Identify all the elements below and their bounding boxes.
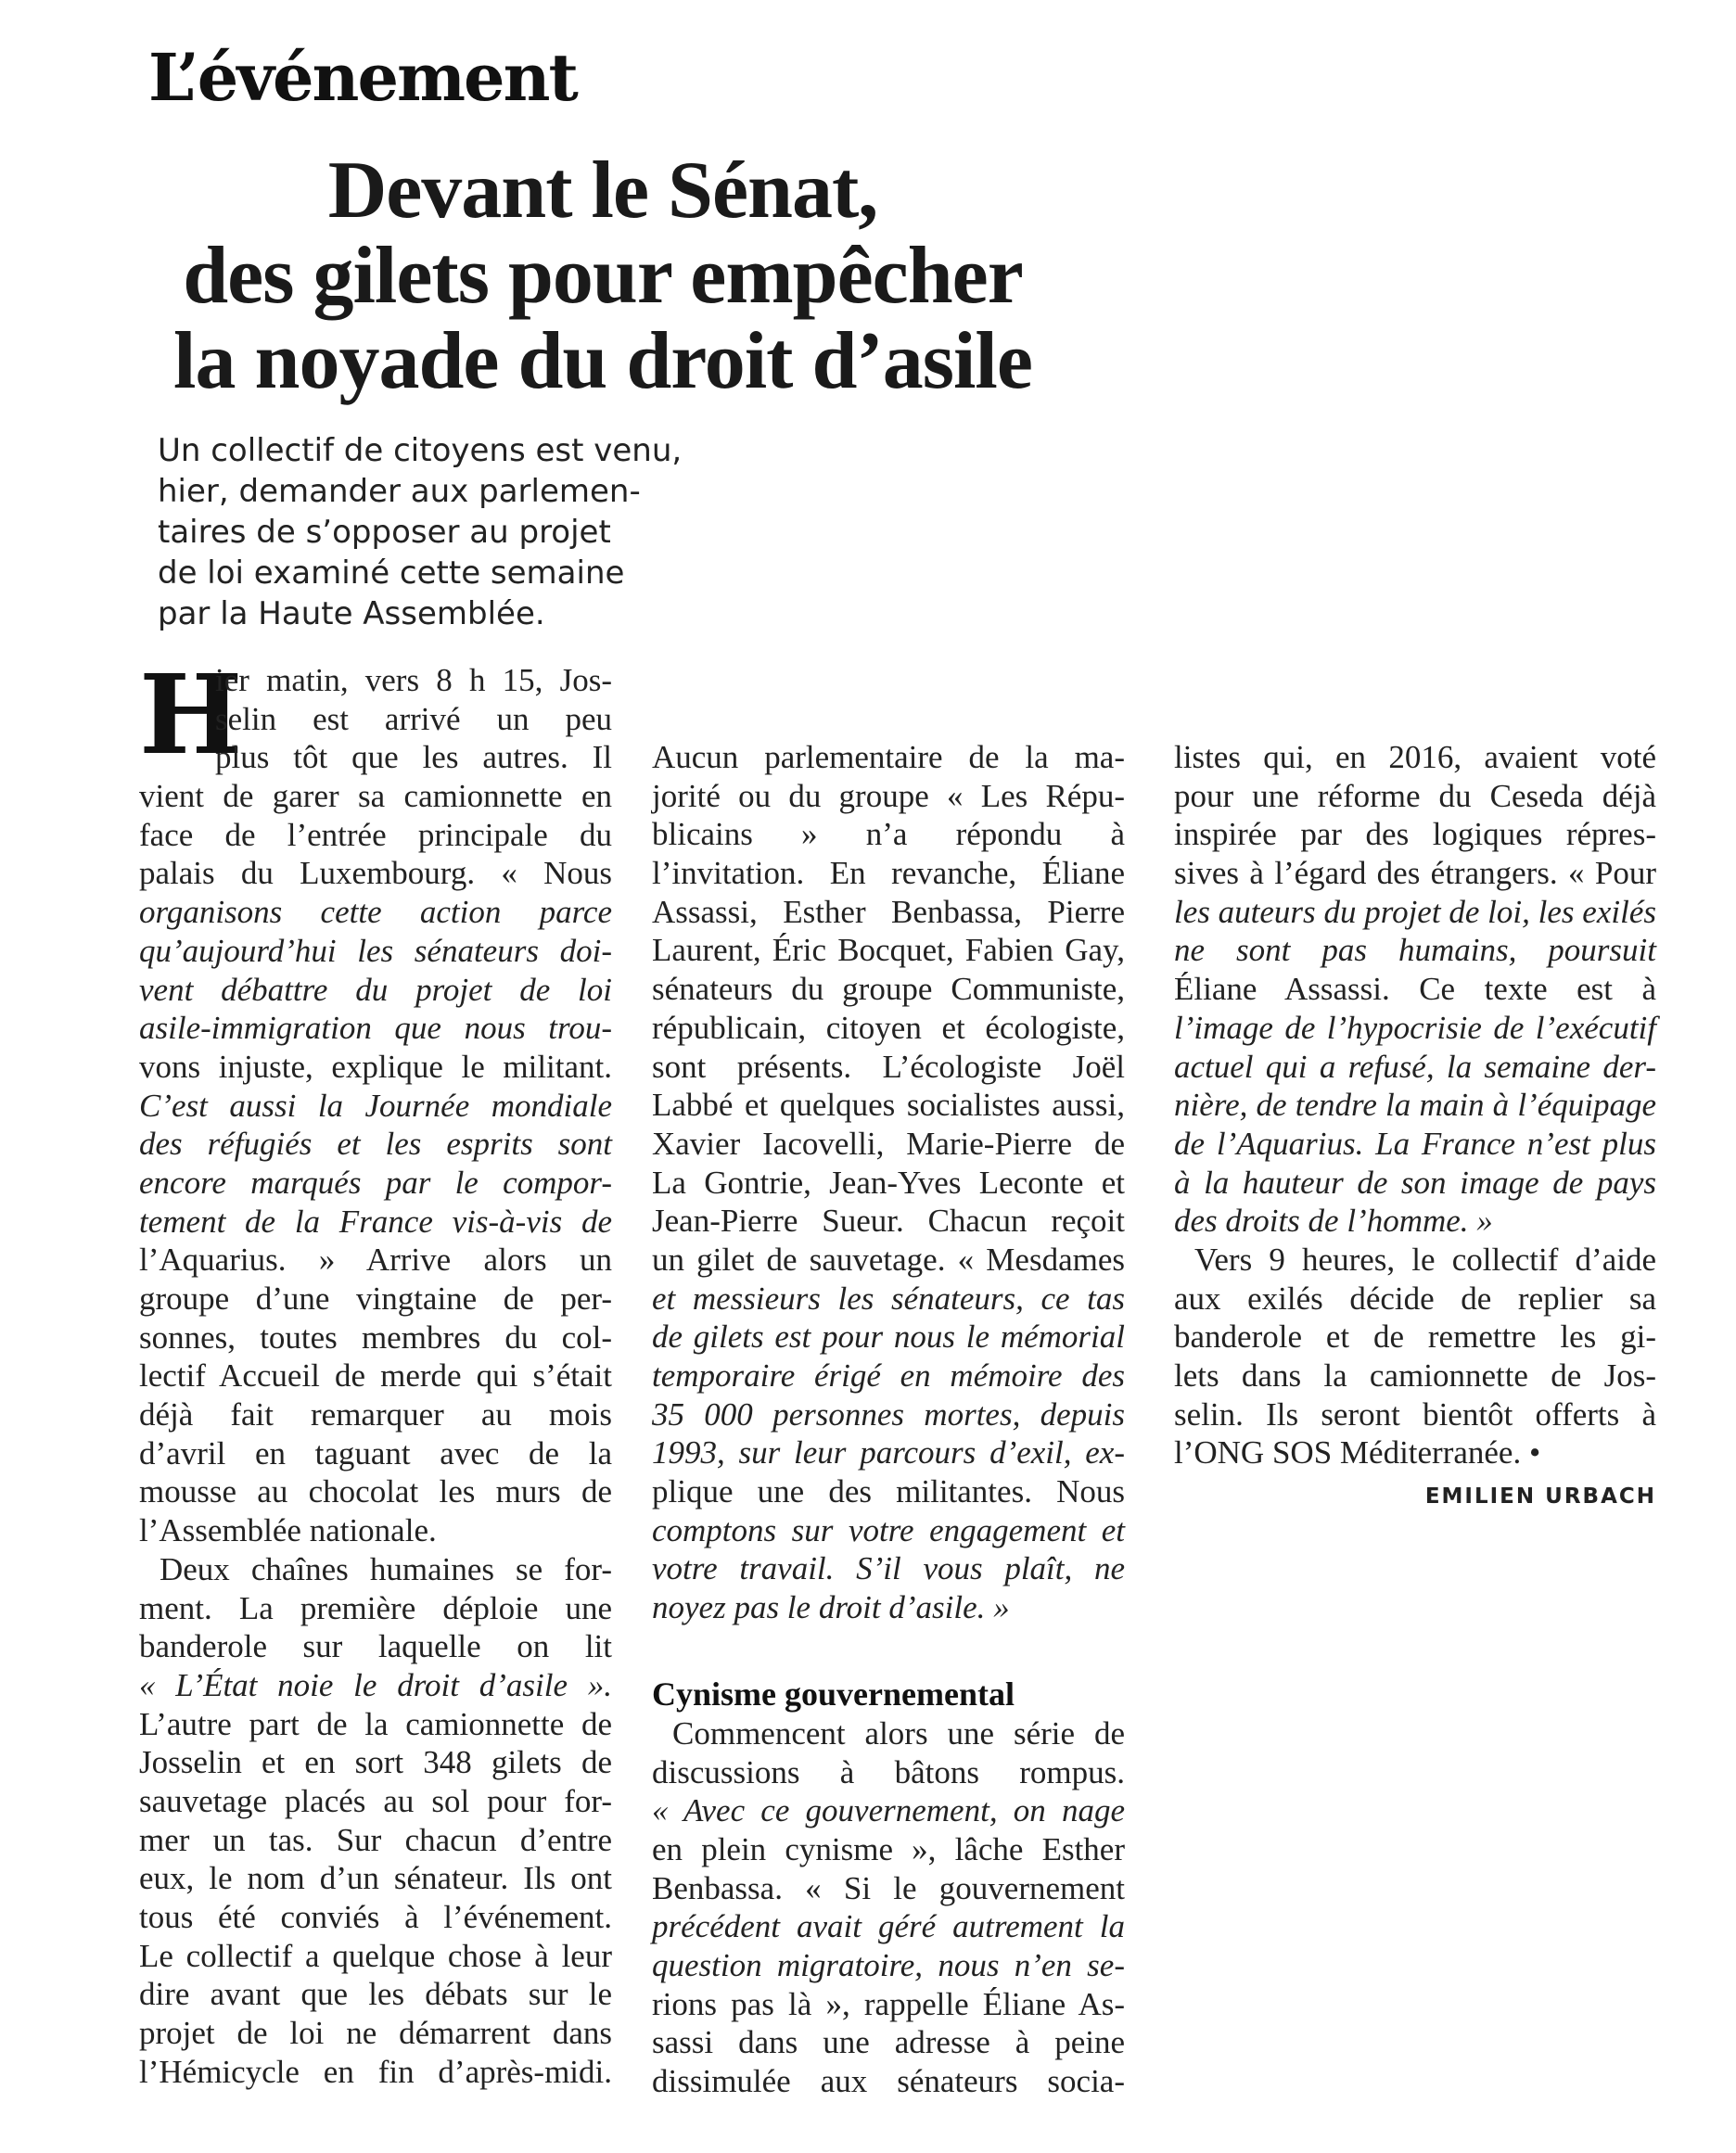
body-line: Deux chaînes humaines se for- (160, 1550, 612, 1587)
body-line: Éliane Assassi. Ce texte est à (1174, 971, 1656, 1008)
body-line: dissimulée aux sénateurs socia- (652, 2063, 1125, 2099)
body-line: sénateurs du groupe Communiste, (652, 971, 1125, 1008)
body-line: 35 000 personnes mortes, depuis (652, 1395, 1125, 1433)
subheading: Cynisme gouvernemental (652, 1675, 1015, 1713)
body-line: lets dans la camionnette de Jos- (1174, 1357, 1656, 1394)
body-line: sauvetage placés au sol pour for- (139, 1782, 612, 1819)
body-line: plique une des militantes. Nous (652, 1473, 1125, 1510)
body-line: ne sont pas humains, poursuit (1174, 932, 1656, 969)
body-line: plus tôt que les autres. Il (215, 739, 612, 776)
body-line: Benbassa. « Si le gouvernement (652, 1869, 1125, 1906)
body-line: comptons sur votre engagement et (652, 1511, 1125, 1548)
article-column-1 (139, 661, 612, 2091)
body-line: de gilets est pour nous le mémorial (652, 1319, 1125, 1356)
dropcap-block (139, 661, 612, 777)
article-headline (130, 148, 1076, 404)
body-line: dire avant que les débats sur le (139, 1976, 612, 2013)
section-rubric: L’événement (148, 39, 577, 116)
body-line: L’autre part de la camionnette de (139, 1705, 612, 1742)
headline-line: des gilets pour empêcher (183, 231, 1023, 321)
body-line: face de l’entrée principale du (139, 816, 612, 853)
body-line: actuel qui a refusé, la semaine der- (1174, 1048, 1656, 1085)
body-line: l’Hémicycle en fin d’après-midi. (139, 2053, 612, 2090)
body-line: rions pas là », rappelle Éliane As- (652, 1985, 1125, 2022)
body-line: aux exilés décide de replier sa (1174, 1280, 1656, 1317)
body-line: sassi dans une adresse à peine (652, 2024, 1125, 2061)
body-line: blicains » n’a répondu à (652, 816, 1125, 853)
body-line: temporaire érigé en mémoire des (652, 1357, 1125, 1394)
body-line: Le collectif a quelque chose à leur (139, 1937, 612, 1974)
body-line: déjà fait remarquer au mois (139, 1396, 612, 1433)
body-line: de l’Aquarius. La France n’est plus (1174, 1125, 1656, 1162)
body-line: Commencent alors une série de (672, 1714, 1125, 1752)
body-line: tement de la France vis-à-vis de (139, 1203, 612, 1240)
body-line: l’Aquarius. » Arrive alors un (139, 1242, 612, 1279)
body-line: d’avril en taguant avec de la (139, 1434, 612, 1471)
body-line: « Avec ce gouvernement, on nage (652, 1792, 1125, 1829)
body-line: Assassi, Esther Benbassa, Pierre (652, 893, 1125, 930)
body-line: vent débattre du projet de loi (139, 971, 612, 1008)
body-line: encore marqués par le compor- (139, 1164, 612, 1201)
body-line: pour une réforme du Ceseda déjà (1174, 777, 1656, 814)
standfirst-line: Un collectif de citoyens est venu, (158, 432, 683, 469)
body-line: listes qui, en 2016, avaient voté (1174, 739, 1656, 775)
article-standfirst (158, 430, 683, 634)
drop-cap: H (139, 661, 243, 778)
body-line: vient de garer sa camionnette en (139, 778, 612, 815)
body-line: votre travail. S’il vous plaît, ne (652, 1550, 1125, 1587)
body-line: Xavier Iacovelli, Marie-Pierre de (652, 1125, 1125, 1162)
body-line: qu’aujourd’hui les sénateurs doi- (139, 932, 612, 969)
headline-line: la noyade du droit d’asile (173, 316, 1032, 406)
standfirst-line: par la Haute Assemblée. (158, 595, 545, 632)
standfirst-line: de loi examiné cette semaine (158, 554, 625, 592)
body-line: inspirée par des logiques répres- (1174, 816, 1656, 853)
body-line: en plein cynisme », lâche Esther (652, 1830, 1125, 1867)
article-column-2 (652, 738, 1125, 2101)
body-line: Jean-Pierre Sueur. Chacun reçoit (652, 1203, 1125, 1240)
body-line: ment. La première déploie une (139, 1589, 612, 1626)
body-line: groupe d’une vingtaine de per- (139, 1280, 612, 1317)
body-line: La Gontrie, Jean-Yves Leconte et (652, 1164, 1125, 1201)
body-line: des droits de l’homme. » (1174, 1203, 1493, 1240)
body-line: selin. Ils seront bientôt offerts à (1174, 1395, 1656, 1433)
body-line: projet de loi ne démarrent dans (139, 2015, 612, 2052)
body-line: républicain, citoyen et écologiste, (652, 1009, 1125, 1046)
body-line: l’ONG SOS Méditerranée. • (1174, 1434, 1541, 1471)
body-line: ier matin, vers 8 h 15, Jos- (215, 662, 612, 698)
body-line: noyez pas le droit d’asile. » (652, 1589, 1010, 1626)
body-line: Josselin et en sort 348 gilets de (139, 1744, 612, 1781)
body-line: question migratoire, nous n’en se- (652, 1946, 1125, 1983)
body-line: à la hauteur de son image de pays (1174, 1164, 1656, 1201)
body-line: précédent avait géré autrement la (652, 1908, 1125, 1945)
body-line: mer un tas. Sur chacun d’entre (139, 1821, 612, 1858)
body-line: et messieurs les sénateurs, ce tas (652, 1280, 1125, 1317)
article-column-3 (1174, 738, 1656, 1517)
body-line: selin est arrivé un peu (215, 700, 612, 737)
body-line: banderole sur laquelle on lit (139, 1628, 612, 1665)
body-line: l’image de l’hypocrisie de l’exécutif (1174, 1009, 1656, 1046)
author-byline: EMILIEN URBACH (1424, 1484, 1656, 1510)
body-line: Aucun parlementaire de la ma- (652, 739, 1125, 775)
body-line: organisons cette action parce (139, 894, 612, 931)
body-line: banderole et de remettre les gi- (1174, 1319, 1656, 1356)
body-line: Labbé et quelques socialistes aussi, (652, 1087, 1125, 1124)
body-line: vons injuste, explique le militant. (139, 1048, 612, 1085)
body-line: « L’État noie le droit d’asile ». (139, 1666, 612, 1703)
headline-line: Devant le Sénat, (327, 146, 878, 236)
standfirst-line: taires de s’opposer au projet (158, 514, 611, 551)
body-line: nière, de tendre la main à l’équipage (1174, 1087, 1656, 1124)
body-line: mousse au chocolat les murs de (139, 1473, 612, 1510)
body-line: eux, le nom d’un sénateur. Ils ont (139, 1860, 612, 1897)
body-line: Laurent, Éric Bocquet, Fabien Gay, (652, 932, 1125, 969)
body-line: asile-immigration que nous trou- (139, 1010, 612, 1047)
body-line: l’Assemblée nationale. (139, 1512, 437, 1549)
body-line: 1993, sur leur parcours d’exil, ex- (652, 1434, 1125, 1471)
body-line: tous été conviés à l’événement. (139, 1899, 612, 1935)
body-line: jorité ou du groupe « Les Répu- (652, 777, 1125, 814)
body-line: des réfugiés et les esprits sont (139, 1126, 612, 1163)
body-line: les auteurs du projet de loi, les exilés (1174, 893, 1656, 930)
body-line: C’est aussi la Journée mondiale (139, 1087, 612, 1124)
body-line: palais du Luxembourg. « Nous (139, 855, 612, 892)
body-line: lectif Accueil de merde qui s’était (139, 1357, 612, 1395)
body-line: sives à l’égard des étrangers. « Pour (1174, 855, 1656, 892)
body-line: un gilet de sauvetage. « Mesdames (652, 1241, 1125, 1278)
body-line: sont présents. L’écologiste Joël (652, 1048, 1125, 1085)
standfirst-line: hier, demander aux parlemen- (158, 473, 641, 510)
body-line: l’invitation. En revanche, Éliane (652, 855, 1125, 892)
body-line: sonnes, toutes membres du col- (139, 1319, 612, 1356)
body-line: Vers 9 heures, le collectif d’aide (1194, 1241, 1656, 1278)
body-line: discussions à bâtons rompus. (652, 1753, 1125, 1790)
